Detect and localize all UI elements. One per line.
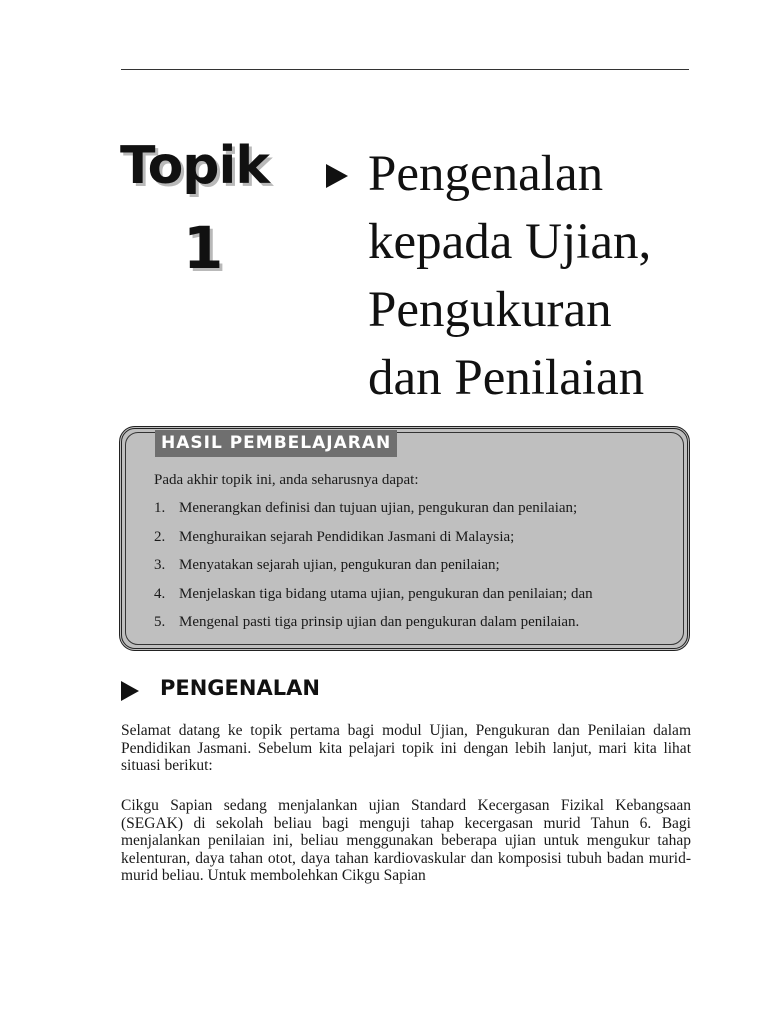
list-item [154, 498, 674, 527]
list-item-number: 2. [154, 528, 166, 545]
topic-title-line: dan Penilaian [368, 350, 645, 406]
header-rule [121, 69, 689, 70]
topic-title [368, 140, 708, 412]
list-item-number: 5. [154, 614, 166, 630]
title-arrow-icon [326, 164, 348, 188]
list-item [154, 612, 674, 641]
topic-title-line: Pengukuran [368, 282, 612, 338]
section-heading: PENGENALAN [160, 676, 320, 700]
learning-outcomes-list [154, 498, 674, 641]
list-item [154, 584, 674, 613]
list-item-text: Menerangkan definisi dan tujuan ujian, pengukuran dan penilaian; [179, 500, 578, 516]
list-item-number: 3. [154, 557, 166, 573]
list-item-text: Menjelaskan tiga bidang utama ujian, pengukuran dan penilaian; dan [179, 585, 593, 602]
topic-title-line: kepada Ujian, [368, 214, 652, 270]
section-arrow-icon [121, 681, 139, 701]
list-item-number: 1. [154, 500, 166, 516]
list-item-number: 4. [154, 585, 166, 602]
list-item-text: Mengenal pasti tiga prinsip ujian dan pengukuran dalam penilaian. [179, 614, 580, 630]
topic-number: 1 [183, 214, 224, 282]
topic-label: Topik [120, 136, 269, 196]
body-paragraph: Selamat datang ke topik pertama bagi modul Ujian, Pengukuran dan Penilaian dalam Pendidikan Jasmani. Sebelum kita pelajari topik ini dengan lebih lanjut, mari kita lihat situasi berikut: [121, 722, 691, 775]
list-item-text: Menghuraikan sejarah Pendidikan Jasmani di Malaysia; [179, 528, 515, 545]
list-item [154, 555, 674, 584]
list-item [154, 527, 674, 556]
list-item-text: Menyatakan sejarah ujian, pengukuran dan penilaian; [179, 557, 500, 573]
body-paragraph: Cikgu Sapian sedang menjalankan ujian Standard Kecergasan Fizikal Kebangsaan (SEGAK) di sekolah beliau bagi menguji tahap kecergasan murid Tahun 6. Bagi menjalankan penilaian ini, beliau menggunakan beberapa ujian untuk mengukur tahap kelenturan, daya tahan otot, daya tahan kardiovaskular dan komposisi tubuh badan murid-murid beliau. Untuk membolehkan Cikgu Sapian [121, 797, 691, 885]
topic-title-line: Pengenalan [368, 146, 604, 202]
learning-outcomes-heading: HASIL PEMBELAJARAN [155, 430, 397, 457]
learning-outcomes-intro: Pada akhir topik ini, anda seharusnya dapat: [154, 472, 419, 488]
